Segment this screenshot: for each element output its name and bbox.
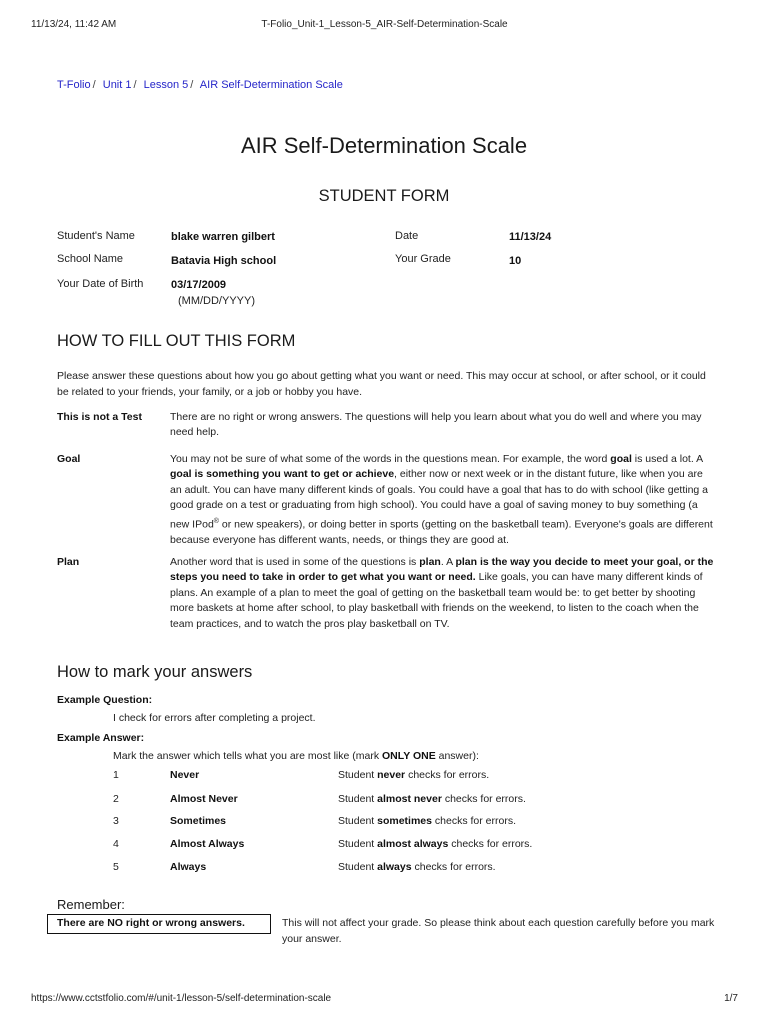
scale-number: 3 [113,815,119,827]
plan-definition: Another word that is used in some of the questions is plan. A plan is the way you decide to meet your goal, or the steps you need to take in order to get what you want or need. Like goals, you can have many different kinds of plans. An example of a plan to meet the goal of getting on the basketball team would be: to get better by shooting more baskets at home after school, to play basketball with friends on the weekend, to listen to the coach when the team practices, and to watch the pros play basketball on TV. [170,556,714,630]
scale-number: 2 [113,793,119,805]
grade-label: Your Grade [395,253,451,265]
breadcrumb-current-link[interactable]: AIR Self-Determination Scale [199,79,343,91]
breadcrumb-separator: / [190,79,194,91]
scale-name: Never [170,769,200,781]
scale-row [113,838,713,852]
print-header [31,19,738,33]
scale-row [113,815,713,829]
breadcrumb-separator: / [133,79,137,91]
scale-description: Student never checks for errors. [338,769,490,781]
scale-row [113,861,713,875]
mark-answers-heading: How to mark your answers [57,663,253,681]
intro-paragraph: Please answer these questions about how you go about getting what you want or need. This may occur at school, or after school, or it could be related to your friends, your family, or a job or hobby you have. [57,370,706,398]
not-test-term: This is not a Test [57,411,142,423]
form-subtitle: STUDENT FORM [318,187,450,205]
goal-term: Goal [57,453,81,465]
date-value: 11/13/24 [509,231,552,243]
school-name-value: Batavia High school [171,255,277,267]
scale-description: Student sometimes checks for errors. [338,815,517,827]
scale-row [113,793,713,807]
breadcrumb-tfolio-link[interactable]: T-Folio [57,79,91,91]
remember-box: There are NO right or wrong answers. [47,914,271,934]
page-title: AIR Self-Determination Scale [240,133,528,158]
remember-note: This will not affect your grade. So please think about each question carefully before you mark your answer. [282,917,715,945]
scale-name: Almost Never [170,793,238,805]
student-name-label: Student's Name [57,230,135,242]
scale-description: Student almost never checks for errors. [338,793,526,805]
print-url: https://www.cctstfolio.com/#/unit-1/lesson-5/self-determination-scale [31,993,332,1004]
example-answer-instruction: Mark the answer which tells what you are most like (mark ONLY ONE answer): [113,750,479,762]
scale-name: Sometimes [170,815,227,827]
goal-definition: You may not be sure of what some of the words in the questions mean. For example, the word goal is used a lot. A goal is something you want to get or achieve, either now or next week or in the distant future, like when you are an adult. You can have many different kinds of goals. You could have a goal that has to do with school (like getting a good grade on a test or graduating from high school). You could have a goal of saving money to buy something (a new IPod® or new speakers), or doing better in sports (getting on the basketball team). Everyone's goals are different because everyone has different wants, needs, or things they are good at. [170,453,713,546]
scale-description: Student always checks for errors. [338,861,496,873]
scale-name: Always [170,861,207,873]
school-name-label: School Name [57,253,124,265]
example-question-label: Example Question: [57,694,153,706]
example-question-text: I check for errors after completing a project. [113,712,316,724]
scale-number: 4 [113,838,119,850]
grade-value: 10 [509,255,522,267]
breadcrumb [57,79,343,91]
not-test-definition: There are no right or wrong answers. The questions will help you learn about what you do well and where you may need help. [170,411,702,439]
dob-format-hint: (MM/DD/YYYY) [178,295,255,307]
page-number: 1/7 [724,993,738,1004]
student-name-value: blake warren gilbert [171,231,275,243]
dob-value: 03/17/2009 [171,279,227,291]
dob-label: Your Date of Birth [57,278,144,290]
plan-term: Plan [57,556,80,568]
print-footer [31,993,738,1007]
scale-name: Almost Always [170,838,245,850]
print-date: 11/13/24, 11:42 AM [31,19,117,30]
breadcrumb-separator: / [92,79,96,91]
remember-heading: Remember: [57,897,125,912]
print-doc-title: T-Folio_Unit-1_Lesson-5_AIR-Self-Determination-Scale [261,19,508,30]
example-answer-label: Example Answer: [57,732,145,744]
breadcrumb-unit-link[interactable]: Unit 1 [102,79,132,91]
scale-number: 1 [113,769,119,781]
scale-description: Student almost always checks for errors. [338,838,533,850]
scale-row [113,769,713,783]
scale-number: 5 [113,861,119,873]
breadcrumb-lesson-link[interactable]: Lesson 5 [143,79,189,91]
date-label: Date [395,230,419,242]
how-to-fill-heading: HOW TO FILL OUT THIS FORM [57,332,296,350]
